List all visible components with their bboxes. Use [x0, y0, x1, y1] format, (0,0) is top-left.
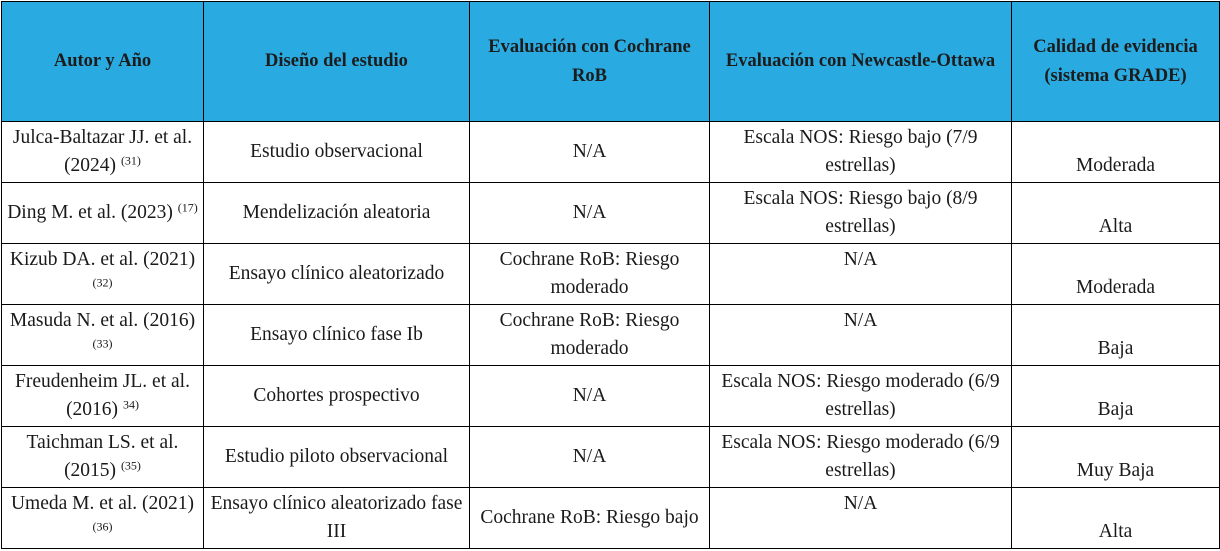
newcastle-ottawa-cell: Escala NOS: Riesgo moderado (6/9 estrellas) [710, 427, 1012, 488]
grade-quality-cell: Moderada [1012, 122, 1220, 183]
grade-quality-cell: Baja [1012, 305, 1220, 366]
study-design-cell: Cohortes prospectivo [204, 366, 470, 427]
grade-quality-cell: Moderada [1012, 244, 1220, 305]
author-year-cell [2, 366, 204, 427]
author-year-text: Freudenheim JL. et al. (2016) [15, 371, 190, 420]
cochrane-rob-cell: N/A [470, 183, 710, 244]
study-design-cell: Estudio piloto observacional [204, 427, 470, 488]
study-design-cell: Estudio observacional [204, 122, 470, 183]
reference-number: (36) [92, 519, 113, 534]
study-design-cell: Ensayo clínico aleatorizado [204, 244, 470, 305]
header-newcastle-ottawa: Evaluación con Newcastle-Ottawa [710, 2, 1012, 122]
grade-quality-cell: Baja [1012, 366, 1220, 427]
study-design-cell: Mendelización aleatoria [204, 183, 470, 244]
author-year-text: Taichman LS. et al. (2015) [26, 432, 179, 481]
header-author-year: Autor y Año [2, 2, 204, 122]
header-cochrane-rob: Evaluación con Cochrane RoB [470, 2, 710, 122]
author-year-text: Ding M. et al. (2023) [7, 202, 173, 223]
cochrane-rob-cell: Cochrane RoB: Riesgo moderado [470, 305, 710, 366]
reference-number: (32) [92, 275, 113, 290]
table-row [2, 183, 1220, 244]
study-design-cell: Ensayo clínico fase Ib [204, 305, 470, 366]
newcastle-ottawa-cell: Escala NOS: Riesgo bajo (8/9 estrellas) [710, 183, 1012, 244]
table-row [2, 427, 1220, 488]
newcastle-ottawa-cell: N/A [710, 244, 1012, 305]
table-row [2, 244, 1220, 305]
newcastle-ottawa-cell: Escala NOS: Riesgo moderado (6/9 estrellas) [710, 366, 1012, 427]
reference-number: (33) [92, 336, 113, 351]
reference-number: (17) [177, 200, 198, 215]
evidence-quality-table [1, 1, 1220, 549]
author-year-text: Julca-Baltazar JJ. et al. (2024) [12, 127, 193, 176]
cochrane-rob-cell: N/A [470, 366, 710, 427]
header-study-design: Diseño del estudio [204, 2, 470, 122]
grade-quality-cell: Alta [1012, 183, 1220, 244]
reference-number: 34) [122, 397, 139, 412]
grade-quality-cell: Muy Baja [1012, 427, 1220, 488]
study-design-cell: Ensayo clínico aleatorizado fase III [204, 488, 470, 549]
table-row [2, 305, 1220, 366]
cochrane-rob-cell: Cochrane RoB: Riesgo bajo [470, 488, 710, 549]
table-header-row [2, 2, 1220, 122]
table-body [2, 122, 1220, 549]
author-year-text: Umeda M. et al. (2021) [10, 493, 195, 514]
author-year-text: Masuda N. et al. (2016) [9, 310, 196, 331]
newcastle-ottawa-cell: Escala NOS: Riesgo bajo (7/9 estrellas) [710, 122, 1012, 183]
author-year-cell [2, 305, 204, 366]
author-year-cell [2, 122, 204, 183]
table-row [2, 366, 1220, 427]
author-year-text: Kizub DA. et al. (2021) [9, 249, 196, 270]
cochrane-rob-cell: N/A [470, 122, 710, 183]
grade-quality-cell: Alta [1012, 488, 1220, 549]
newcastle-ottawa-cell: N/A [710, 488, 1012, 549]
header-grade-quality: Calidad de evidencia (sistema GRADE) [1012, 2, 1220, 122]
cochrane-rob-cell: N/A [470, 427, 710, 488]
author-year-cell [2, 488, 204, 549]
author-year-cell [2, 427, 204, 488]
author-year-cell [2, 244, 204, 305]
cochrane-rob-cell: Cochrane RoB: Riesgo moderado [470, 244, 710, 305]
author-year-cell [2, 183, 204, 244]
reference-number: (31) [120, 153, 141, 168]
newcastle-ottawa-cell: N/A [710, 305, 1012, 366]
reference-number: (35) [120, 458, 141, 473]
table-row [2, 488, 1220, 549]
table-row [2, 122, 1220, 183]
